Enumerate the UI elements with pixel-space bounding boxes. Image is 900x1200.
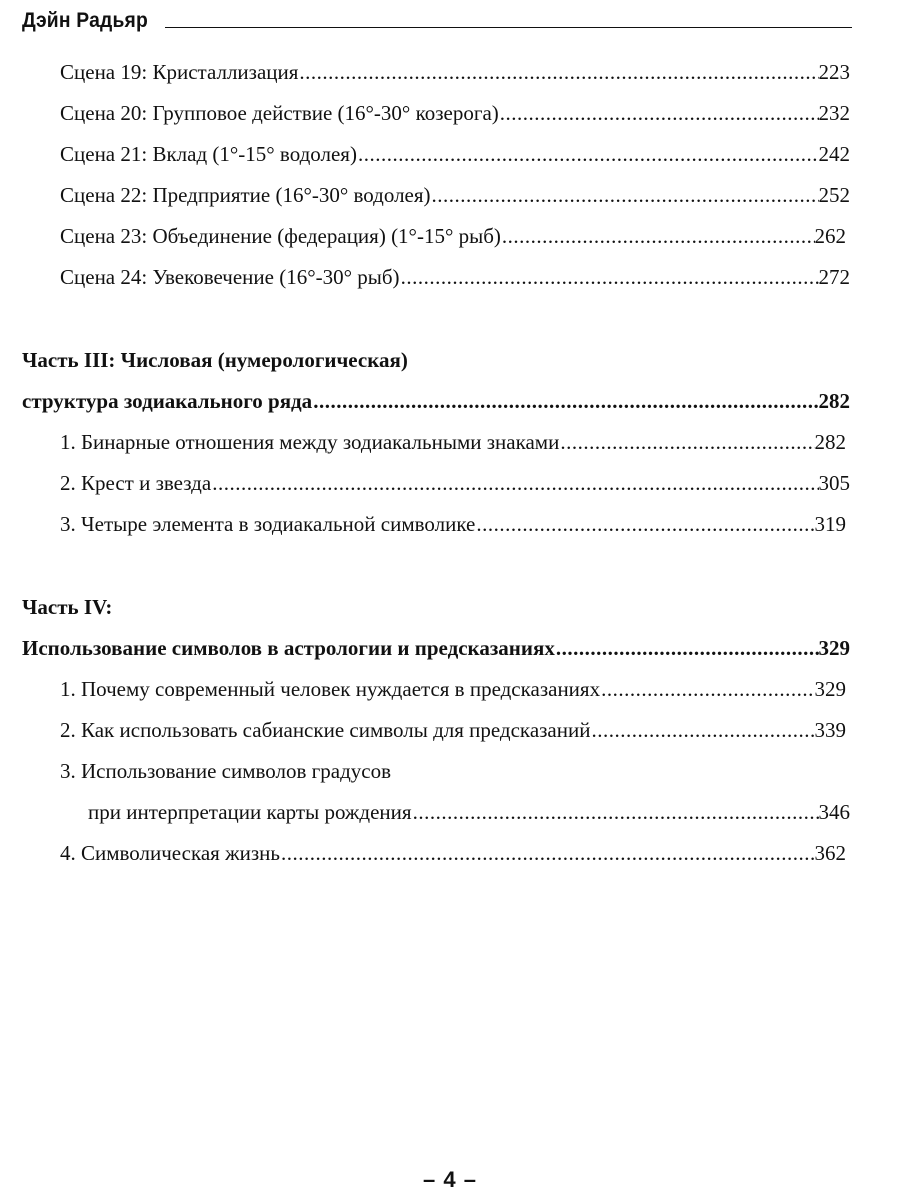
dot-leader	[298, 58, 818, 86]
toc-entry[interactable]	[60, 140, 850, 168]
dot-leader	[559, 428, 814, 456]
toc-entry[interactable]	[60, 181, 850, 209]
toc-entry-page: 272	[818, 265, 850, 289]
toc-entry-title: 1. Почему современный человек нуждается в предсказаниях	[60, 677, 601, 701]
toc-entry[interactable]	[60, 716, 846, 744]
dot-leader	[499, 99, 819, 127]
dot-leader	[555, 634, 819, 662]
toc-entry[interactable]	[60, 675, 846, 703]
toc-entry[interactable]	[60, 222, 846, 250]
dot-leader	[400, 263, 819, 291]
toc-entry-page: 346	[818, 800, 850, 824]
header-rule	[165, 27, 852, 28]
toc-entry-part4[interactable]	[22, 634, 850, 662]
dot-leader	[431, 181, 819, 209]
dot-leader	[357, 140, 819, 168]
toc-entry-title: Сцена 20: Групповое действие (16°-30° козерога)	[60, 101, 499, 125]
toc-entry-page: 329	[814, 677, 846, 701]
toc-entry-title: Сцена 23: Объединение (федерация) (1°-15° рыб)	[60, 224, 501, 248]
dot-leader	[280, 839, 815, 867]
toc-entry[interactable]	[60, 99, 850, 127]
toc-entry-title: Сцена 19: Кристаллизация	[60, 60, 299, 84]
toc-entry[interactable]	[60, 263, 850, 291]
toc-entry[interactable]	[60, 839, 846, 867]
toc-entry-title: Использование символов в астрологии и предсказаниях	[22, 636, 555, 660]
toc-entry-title: 3. Четыре элемента в зодиакальной символике	[60, 512, 476, 536]
toc-entry-title: Сцена 21: Вклад (1°-15° водолея)	[60, 142, 357, 166]
toc-entry-title: 1. Бинарные отношения между зодиакальными знаками	[60, 430, 560, 454]
toc-entry[interactable]	[60, 428, 846, 456]
toc-entry-part3[interactable]	[22, 387, 850, 415]
dot-leader	[312, 387, 818, 415]
toc-entry-title: Сцена 22: Предприятие (16°-30° водолея)	[60, 183, 431, 207]
page-number: – 4 –	[423, 1167, 477, 1192]
toc-entry-page: 282	[818, 389, 850, 413]
toc-entry-page: 223	[818, 60, 850, 84]
toc-entry-title: структура зодиакального ряда	[22, 389, 313, 413]
dot-leader	[475, 510, 814, 538]
toc-entry-page: 305	[818, 471, 850, 495]
toc-entry-title: 4. Символическая жизнь	[60, 841, 280, 865]
dot-leader	[412, 798, 819, 826]
part4-heading: Часть IV:	[22, 595, 113, 619]
toc-entry-page: 339	[814, 718, 846, 742]
dot-leader	[590, 716, 814, 744]
toc-entry-page: 319	[814, 512, 846, 536]
dot-leader	[501, 222, 815, 250]
toc-entry[interactable]	[60, 469, 850, 497]
part3-heading: Часть III: Числовая (нумерологическая)	[22, 348, 408, 372]
dot-leader	[600, 675, 814, 703]
toc-entry-page: 262	[814, 224, 846, 248]
toc-entry-title: 2. Крест и звезда	[60, 471, 212, 495]
toc-entry-page: 242	[818, 142, 850, 166]
toc-entry-page: 329	[818, 636, 850, 660]
toc-entry[interactable]	[60, 510, 846, 538]
author-name: Дэйн Радьяр	[22, 9, 148, 32]
dot-leader	[211, 469, 818, 497]
toc-entry-title: 3. Использование символов градусов	[60, 759, 392, 783]
toc-entry-page: 252	[818, 183, 850, 207]
toc-entry-page: 232	[818, 101, 850, 125]
running-header	[22, 6, 852, 36]
toc-entry-page: 282	[814, 430, 846, 454]
toc-entry-title: 2. Как использовать сабианские символы для предсказаний	[60, 718, 591, 742]
toc-entry-page: 362	[814, 841, 846, 865]
toc-entry-title: Сцена 24: Увековечение (16°-30° рыб)	[60, 265, 400, 289]
toc-entry[interactable]	[88, 798, 850, 826]
toc-entry[interactable]	[60, 58, 850, 86]
toc-entry-title: при интерпретации карты рождения	[88, 800, 412, 824]
